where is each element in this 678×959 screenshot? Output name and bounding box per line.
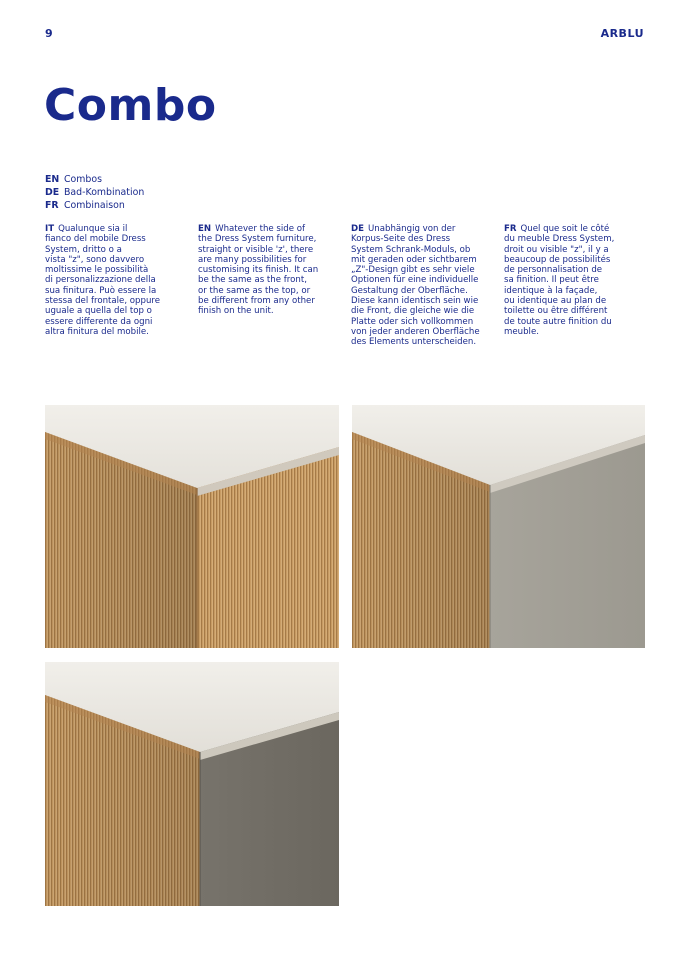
text-column-en xyxy=(198,224,336,317)
body-line: identique à la façade, xyxy=(504,285,598,296)
language-code: IT xyxy=(45,224,55,234)
body-line: vista "z", sono davvero xyxy=(45,254,145,265)
body-line: customising its finish. It can xyxy=(198,265,319,276)
photo-oak-grey-corner xyxy=(352,405,645,648)
body-line: sa finition. Il peut être xyxy=(504,275,599,286)
body-line: Whatever the side of xyxy=(215,224,306,234)
body-line: du meuble Dress System, xyxy=(504,234,615,245)
body-line: essere differente da ogni xyxy=(45,316,153,327)
body-line: Platte oder sich vollkommen xyxy=(351,316,474,327)
body-line: moltissime le possibilità xyxy=(45,265,149,276)
text-column-fr xyxy=(504,224,642,337)
body-line: straight or visible 'z', there xyxy=(198,244,314,255)
body-line: or the same as the top, or xyxy=(198,285,311,296)
body-line: finish on the unit. xyxy=(198,306,274,317)
body-line: Optionen für eine individuelle xyxy=(351,275,479,286)
translation-fr: FR Combinaison xyxy=(45,200,125,211)
body-line: Korpus-Seite des Dress xyxy=(351,234,451,245)
text-column-de xyxy=(351,224,489,348)
translation-de: DE Bad-Kombination xyxy=(45,187,145,198)
body-line: die Front, die gleiche wie die xyxy=(351,306,475,317)
title-translations xyxy=(45,173,144,212)
text-column-it xyxy=(45,224,183,337)
body-line: di personalizzazione della xyxy=(45,275,156,286)
body-line: droit ou visible "z", il y a xyxy=(504,244,609,255)
body-line: System Schrank-Moduls, ob xyxy=(351,244,471,255)
body-line: Gestaltung der Oberfläche. xyxy=(351,285,468,296)
body-line: stessa del frontale, oppure xyxy=(45,296,161,307)
body-line: toilette ou être différent xyxy=(504,306,608,317)
body-line: de toute autre finition du xyxy=(504,316,612,327)
body-line: Quel que soit le côté xyxy=(520,224,610,234)
translation-en: EN Combos xyxy=(45,174,102,185)
body-line: Diese kann identisch sein wie xyxy=(351,296,479,307)
language-code: DE xyxy=(351,224,365,234)
language-code: EN xyxy=(198,224,212,234)
body-line: de personnalisation de xyxy=(504,265,603,276)
body-line: ou identique au plan de xyxy=(504,296,607,307)
brand-logo: ARBLU xyxy=(600,27,644,40)
body-line: uguale a quella del top o xyxy=(45,306,152,317)
body-line: mit geraden oder sichtbarem xyxy=(351,254,477,265)
body-line: altra finitura del mobile. xyxy=(45,326,149,337)
photo-oak-darkgrey-corner xyxy=(45,662,339,906)
body-line: be the same as the front, xyxy=(198,275,307,286)
language-code: FR xyxy=(504,224,517,234)
body-line: are many possibilities for xyxy=(198,254,307,265)
body-line: „Z"-Design gibt es sehr viele xyxy=(351,265,475,276)
body-line: des Elements unterscheiden. xyxy=(351,337,477,348)
page-title: Combo xyxy=(44,80,217,131)
photo-oak-oak-corner xyxy=(45,405,339,648)
body-line: sua finitura. Può essere la xyxy=(45,285,157,296)
body-line: Qualunque sia il xyxy=(58,224,128,234)
body-line: beaucoup de possibilités xyxy=(504,254,611,265)
body-line: be different from any other xyxy=(198,296,315,307)
body-line: von jeder anderen Oberfläche xyxy=(351,326,480,337)
body-line: meuble. xyxy=(504,326,539,337)
body-line: System, dritto o a xyxy=(45,244,122,255)
page-number: 9 xyxy=(45,27,53,40)
body-line: Unabhängig von der xyxy=(368,224,456,234)
body-line: the Dress System furniture, xyxy=(198,234,317,245)
body-line: fianco del mobile Dress xyxy=(45,234,146,245)
